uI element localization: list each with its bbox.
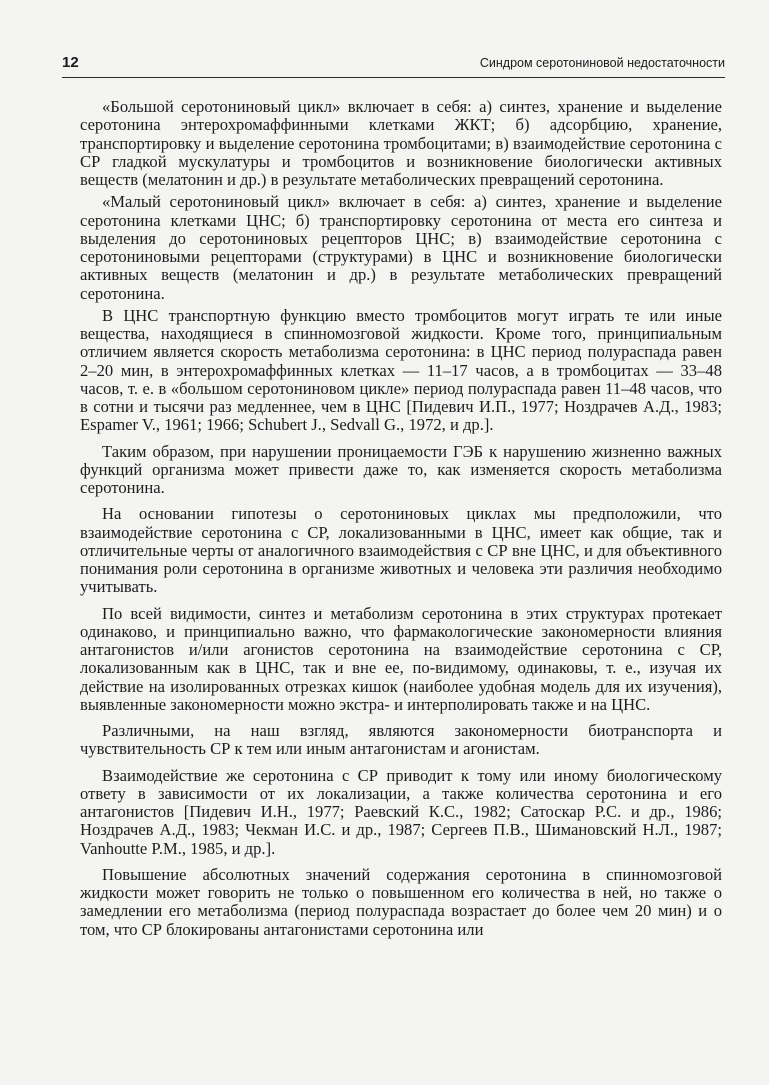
paragraph-pharmacology: По всей видимости, синтез и метаболизм серотонина в этих структурах протекает одинаково, и принципиально важно, что фармакологические закономерности влияния антагонистов и/или агонистов серотонина на взаимодействие серотонина с СР, локализованным как в ЦНС, так и вне ее, по-видимому, одинаковы, т. е., изучая их действие на изолированных отрезках кишок (наиболее удобная модель для их изучения), выявленные закономерности можно экстра- и интерполировать также и на ЦНС. — [80, 603, 722, 714]
page-number: 12 — [62, 54, 79, 71]
paragraph-transport-metabolism: В ЦНС транспортную функцию вместо тромбоцитов могут играть те или иные вещества, находящиеся в спинномозговой жидкости. Кроме того, принципиальным отличием является скорость метаболизма серотонина: в ЦНС период полураспада равен 2–20 мин, в энтерохромаффинных клетках — 11–17 часов, а в тромбоцитах — 33–48 часов, т. е. в «большом серотониновом цикле» период полураспада равен 11–48 часов, что в сотни и тысячи раз медленнее, чем в ЦНС [Пидевич И.П., 1977; Ноздрачев А.Д., 1983; Espamer V., 1961; 1966; Schubert J., Sedvall G., 1972, и др.]. — [80, 305, 722, 435]
paragraph-hypothesis: На основании гипотезы о серотониновых циклах мы предположили, что взаимодействие серотонина с СР, локализованными в ЦНС, имеет как общие, так и отличительные черты от аналогичного взаимодействия с СР вне ЦНС, и для объективного понимания роли серотонина в организме животных и человека эти различия необходимо учитывать. — [80, 504, 722, 597]
header-rule — [62, 77, 725, 78]
running-title: Синдром серотониновой недостаточности — [479, 56, 725, 70]
paragraph-differences: Различными, на наш взгляд, являются закономерности биотранспорта и чувствительность СР к тем или иным антагонистам и агонистам. — [80, 721, 722, 759]
paragraph-small-cycle: «Малый серотониновый цикл» включает в себя: а) синтез, хранение и выделение серотонина клетками ЦНС; б) транспортировку серотонина от места его синтеза и выделения до серотониновых рецепторов ЦНС; в) взаимодействие серотонина с серотониновыми рецепторами (структурами) в ЦНС и возникновение биологически активных веществ (мелатонин и др.) в результате метаболических превращений серотонина. — [80, 192, 722, 303]
paragraph-bbb-permeability: Таким образом, при нарушении проницаемости ГЭБ к нарушению жизненно важных функций организма может привести даже то, как изменяется скорость метаболизма серотонина. — [80, 441, 722, 497]
paragraph-interaction: Взаимодействие же серотонина с СР приводит к тому или иному биологическому ответу в зависимости от их локализации, а также количества серотонина и его антагонистов [Пидевич И.Н., 1977; Раевский К.С., 1982; Сатоскар Р.С. и др., 1986; Ноздрачев А.Д., 1983; Чекман И.С. и др., 1987; Сергеев П.В., Шимановский Н.Л., 1987; Vanhoutte P.M., 1985, и др.]. — [80, 765, 722, 858]
body-text — [80, 98, 722, 943]
paragraph-csf-levels: Повышение абсолютных значений содержания серотонина в спинномозговой жидкости может говорить не только о повышенном его количества в ней, но также о замедлении его метаболизма (период полураспада возрастает до более чем 20 мин) и о том, что СР блокированы антагонистами серотонина или — [80, 864, 722, 939]
paragraph-big-cycle: «Большой серотониновый цикл» включает в себя: а) синтез, хранение и выделение серотонина энтерохромаффинными клетками ЖКТ; б) адсорбцию, хранение, транспортировку и выделение серотонина тромбоцитами; в) взаимодействие серотонина с СР гладкой мускулатуры и тромбоцитов и возникновение биологически активных веществ (мелатонин и др.) в результате метаболических превращений серотонина. — [80, 97, 722, 189]
